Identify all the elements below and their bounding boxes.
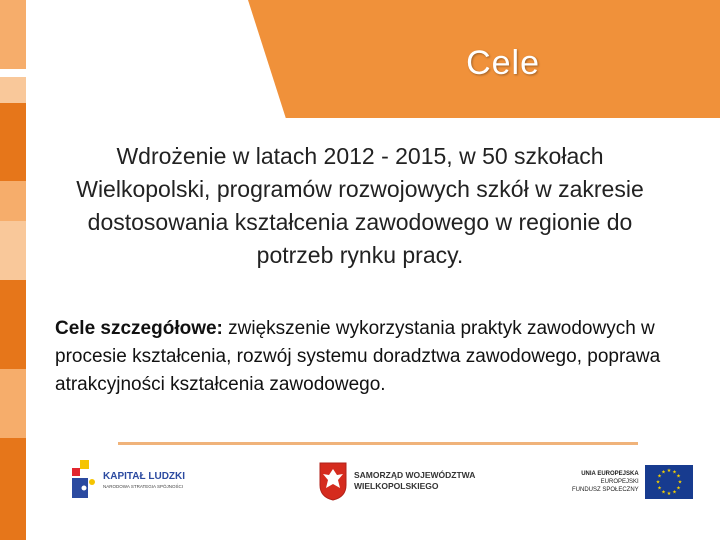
strip-segment	[0, 77, 26, 103]
eu-logo	[572, 464, 693, 500]
strip-segment	[0, 69, 26, 77]
eu-flag-icon	[645, 465, 693, 499]
strip-segment	[0, 221, 26, 280]
strip-segment	[0, 103, 26, 182]
svg-text:★: ★	[666, 491, 671, 497]
decorative-left-strip	[0, 0, 26, 540]
detailed-goals	[55, 315, 675, 399]
ue-line2: EUROPEJSKI	[600, 479, 639, 485]
svg-text:★: ★	[655, 479, 660, 486]
svg-text:★: ★	[656, 473, 662, 480]
svg-text:★: ★	[671, 489, 677, 496]
svg-text:★: ★	[675, 485, 681, 492]
detailed-goals-text: zwiększenie wykorzystania praktyk zawodowych w procesie kształcenia, rozwój systemu doradztwa zawodowego, poprawa atrakcyjności kształcenia zawodowego.	[55, 318, 661, 395]
svg-text:★: ★	[656, 485, 662, 492]
slide-title: Cele	[466, 44, 540, 82]
detailed-goals-label: Cele szczegółowe:	[55, 318, 223, 339]
samorzad-line2: WIELKOPOLSKIEGO	[354, 481, 439, 491]
kapital-ludzki-subtitle: NARODOWA STRATEGIA SPÓJNOŚCI	[103, 484, 184, 489]
footer-divider	[118, 442, 638, 445]
samorzad-logo	[318, 459, 475, 503]
svg-text:★: ★	[666, 468, 671, 474]
svg-text:★: ★	[677, 479, 682, 486]
ue-line3: FUNDUSZ SPOŁECZNY	[572, 487, 639, 493]
svg-text:★: ★	[660, 489, 666, 496]
svg-text:★: ★	[671, 469, 677, 476]
strip-segment	[0, 280, 26, 369]
strip-segment	[0, 369, 26, 438]
svg-text:★: ★	[660, 469, 666, 476]
strip-segment	[0, 438, 26, 540]
svg-text:★: ★	[675, 473, 681, 480]
strip-segment	[0, 0, 26, 69]
kapital-ludzki-icon	[70, 460, 98, 500]
strip-segment	[0, 181, 26, 220]
ue-line1: UNIA EUROPEJSKA	[581, 471, 639, 477]
main-goal-text: Wdrożenie w latach 2012 - 2015, w 50 szkołach Wielkopolski, programów rozwojowych szkół w zakresie dostosowania kształcenia zawodowego w regionie do potrzeb rynku pracy.	[76, 143, 644, 268]
samorzad-line1: SAMORZĄD WOJEWÓDZTWA	[354, 470, 476, 480]
eagle-crest-icon	[318, 461, 348, 501]
kapital-ludzki-logo	[70, 460, 185, 500]
kapital-ludzki-name: KAPITAŁ LUDZKI	[103, 471, 186, 482]
